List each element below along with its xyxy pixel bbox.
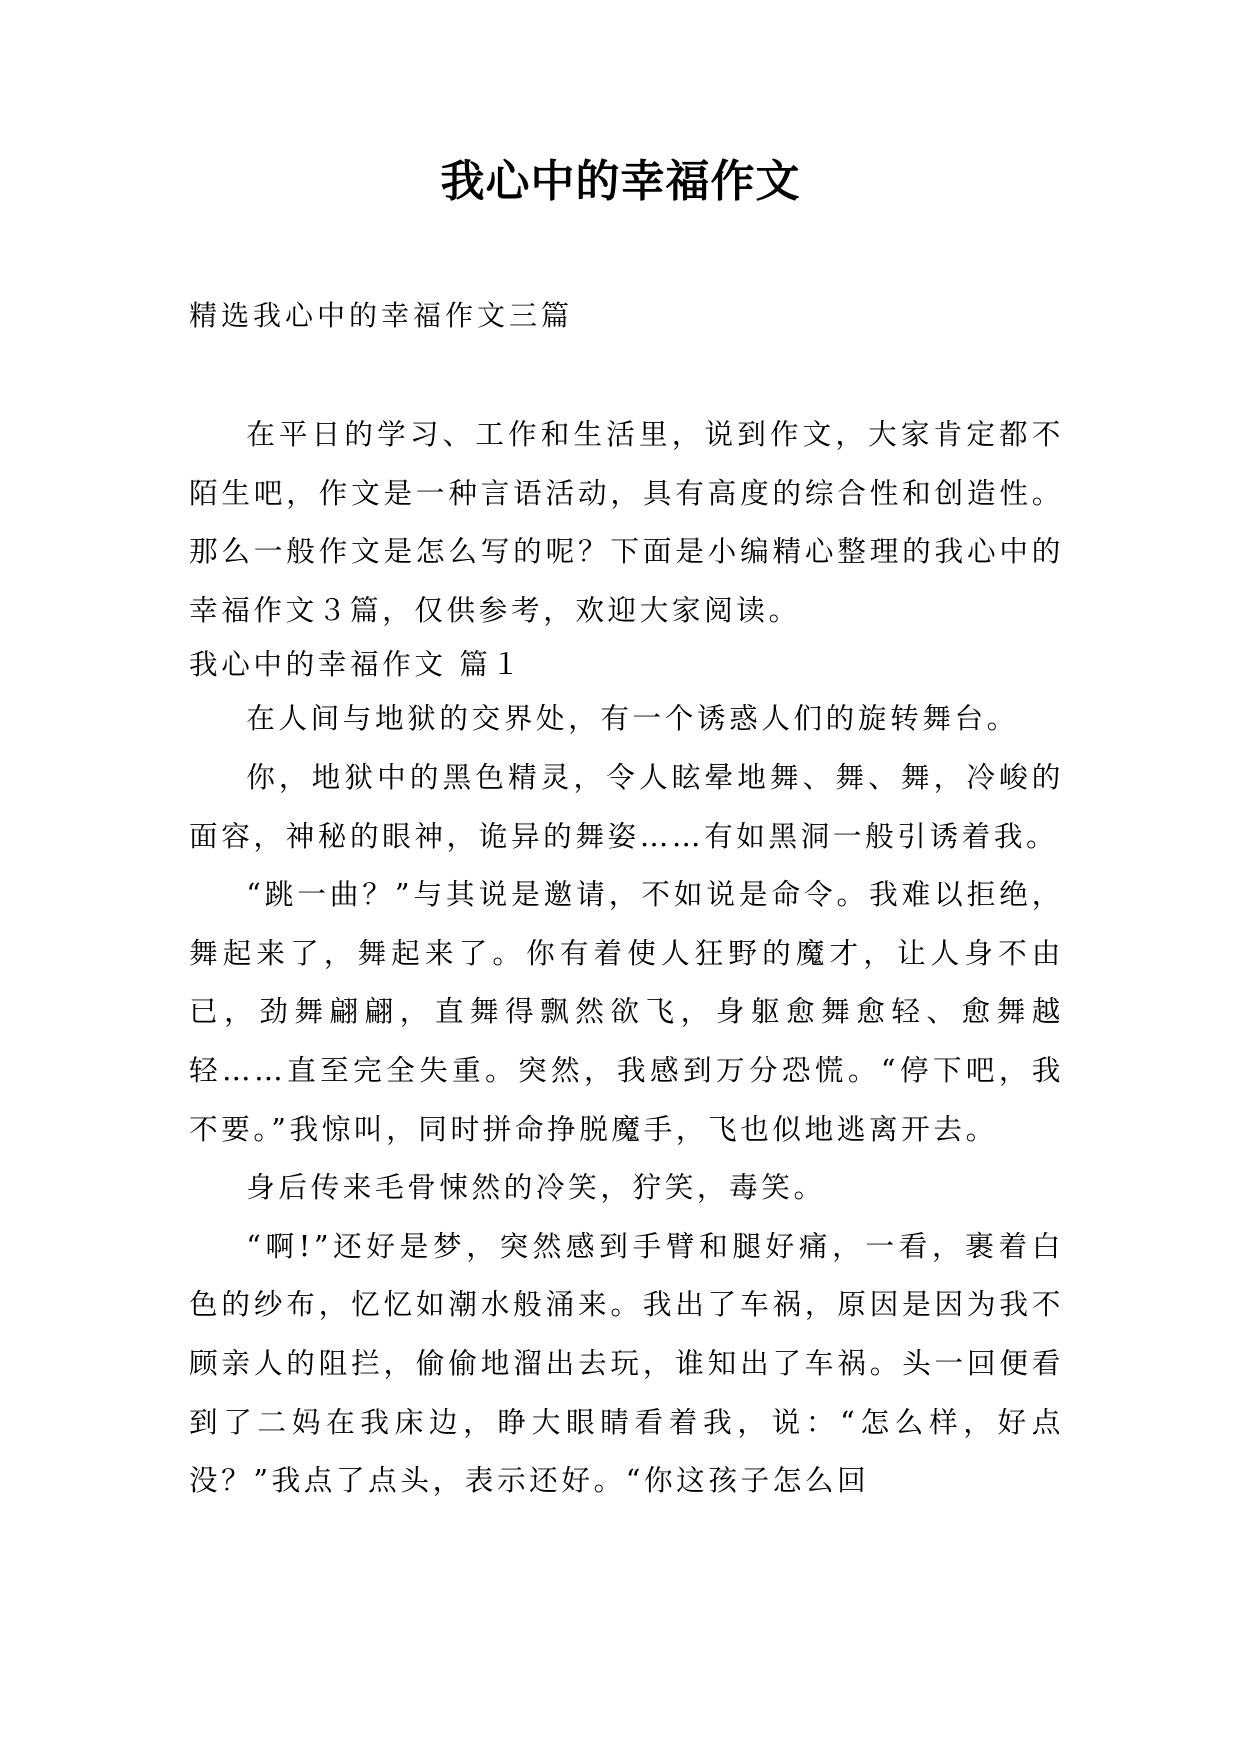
body-paragraph: 你，地狱中的黑色精灵，令人眩晕地舞、舞、舞，冷峻的面容，神秘的眼神，诡异的舞姿……有如黑洞一般引诱着我。	[189, 759, 1064, 853]
body-paragraph: “啊!”还好是梦，突然感到手臂和腿好痛，一看，裹着白色的纱布，忆忆如潮水般涌来。我出了车祸，原因是因为我不顾亲人的阻拦，偷偷地溜出去玩，谁知出了车祸。头一回便看到了二妈在我床边，睁大眼睛看着我，说：“怎么样，好点没？”我点了点头，表示还好。“你这孩子怎么回	[189, 1228, 1064, 1498]
intro-paragraph: 在平日的学习、工作和生活里，说到作文，大家肯定都不陌生吧，作文是一种言语活动，具有高度的综合性和创造性。那么一般作文是怎么写的呢？下面是小编精心整理的我心中的幸福作文３篇，仅供参考，欢迎大家阅读。	[189, 417, 1064, 627]
document-title: 我心中的幸福作文	[440, 156, 801, 207]
section-heading: 我心中的幸福作文 篇１	[189, 647, 524, 682]
document-subtitle: 精选我心中的幸福作文三篇	[189, 299, 574, 332]
body-paragraph: “跳一曲？”与其说是邀请，不如说是命令。我难以拒绝，舞起来了，舞起来了。你有着使人狂野的魔才，让人身不由已，劲舞翩翩，直舞得飘然欲飞，身躯愈舞愈轻、愈舞越轻……直至完全失重。突然，我感到万分恐慌。“停下吧，我不要。”我惊叫，同时拼命挣脱魔手，飞也似地逃离开去。	[189, 877, 1064, 1146]
body-paragraph: 在人间与地狱的交界处，有一个诱惑人们的旋转舞台。	[246, 701, 1019, 736]
body-paragraph: 身后传来毛骨悚然的冷笑，狞笑，毒笑。	[246, 1170, 826, 1205]
document-body	[189, 405, 1064, 1510]
